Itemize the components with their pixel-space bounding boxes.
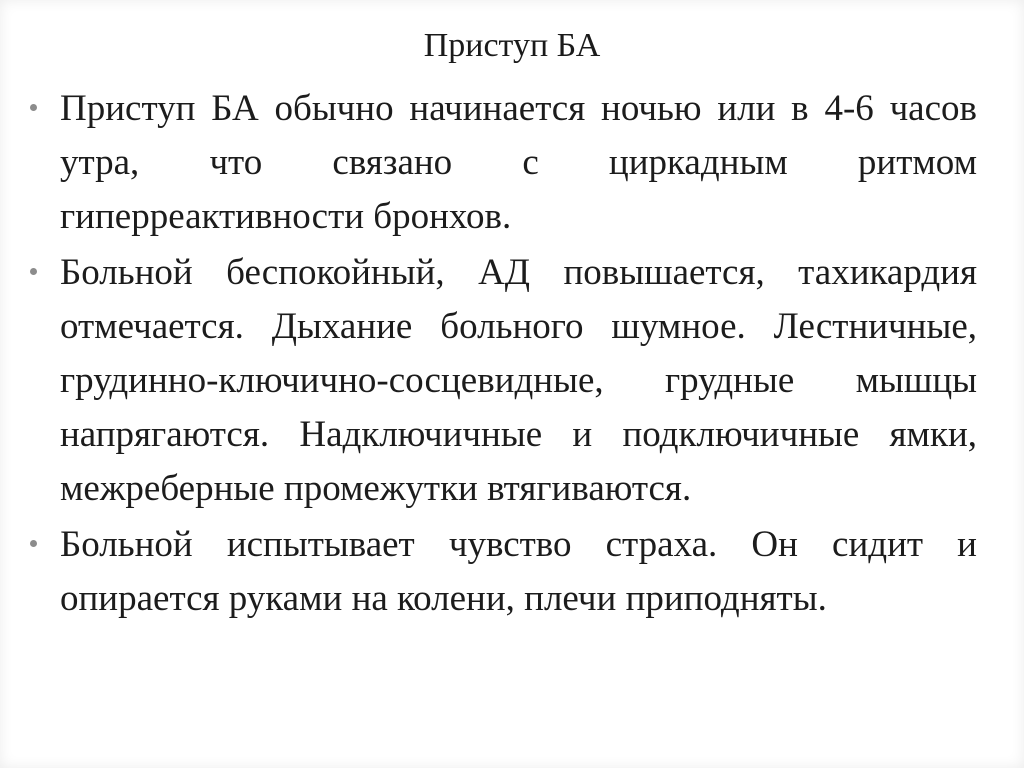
- bullet-text: Приступ БА обычно начинается ночью или в 4-6 часов утра, что связано с циркадным ритмом гиперреактивности бронхов.: [60, 88, 977, 237]
- bullet-item: [60, 518, 977, 626]
- bullet-item: [60, 246, 977, 516]
- bullet-dot-icon: [30, 104, 37, 111]
- bullet-dot-icon: [30, 268, 37, 275]
- bullet-text: Больной беспокойный, АД повышается, тахикардия отмечается. Дыхание больного шумное. Лестничные, грудинно-ключично-сосцевидные, грудные мышцы напрягаются. Надключичные и подключичные ямки, межреберные промежутки втягиваются.: [60, 252, 977, 509]
- bullet-item: [60, 82, 977, 244]
- slide-title: Приступ БА: [423, 27, 601, 64]
- bullet-list: [60, 82, 977, 628]
- bullet-dot-icon: [30, 540, 37, 547]
- bullet-text: Больной испытывает чувство страха. Он сидит и опирается руками на колени, плечи приподняты.: [60, 524, 977, 619]
